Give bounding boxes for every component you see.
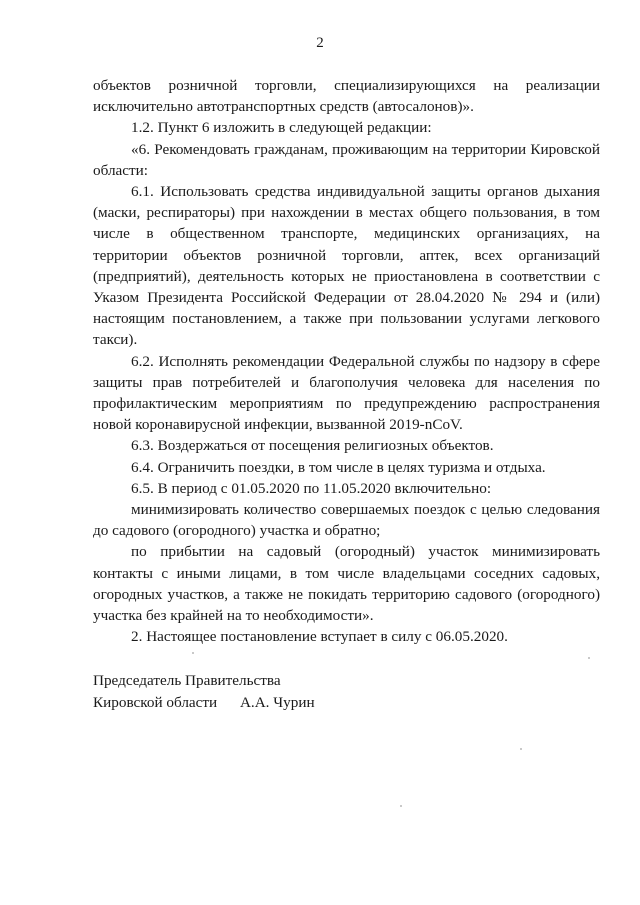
paragraph-6-5-item-2: по прибытии на садовый (огородный) участок минимизировать контакты с иными лицами, в том числе владельцами соседних садовых, огородных участков, а также не покидать территорию садового (огородного) участка без крайней на то необходимости». [93, 543, 600, 625]
paragraph-6: «6. Рекомендовать гражданам, проживающим на территории Кировской области: [93, 140, 600, 179]
scan-speck [192, 652, 194, 654]
paragraph-2: 2. Настоящее постановление вступает в силу с 06.05.2020. [131, 628, 508, 646]
scan-speck [588, 657, 590, 659]
scan-speck [400, 805, 402, 807]
paragraph-6-2: 6.2. Исполнять рекомендации Федеральной службы по надзору в сфере защиты прав потребителей и благополучия человека для населения по профилактическим мероприятиям по предупреждению распространения новой коронавирусной инфекции, вызванной 2019-nCoV. [93, 352, 600, 434]
scan-speck [520, 748, 522, 750]
paragraph-1-2: 1.2. Пункт 6 изложить в следующей редакции: [131, 119, 432, 137]
paragraph-6-4: 6.4. Ограничить поездки, в том числе в целях туризма и отдыха. [131, 458, 546, 476]
document-body [93, 75, 600, 647]
paragraph-6-5-item-1: минимизировать количество совершаемых поездок с целью следования до садового (огородного) участка и обратно; [93, 501, 600, 540]
paragraph-6-1: 6.1. Использовать средства индивидуальной защиты органов дыхания (маски, респираторы) при нахождении в местах общего пользования, в том числе в общественном транспорте, медицинских организациях, на территории объектов розничной торговли, аптек, всех организаций (предприятий), деятельность которых не приостановлена в соответствии с Указом Президента Российской Федерации от 28.04.2020 № 294 и (или) настоящим постановлением, а также при пользовании услугами легкового такси). [93, 183, 600, 349]
signature-block [93, 670, 315, 713]
signatory-region: Кировской области [93, 693, 218, 711]
paragraph-6-5: 6.5. В период с 01.05.2020 по 11.05.2020 включительно: [131, 479, 492, 497]
paragraph-continuation: объектов розничной торговли, специализирующихся на реализации исключительно автотранспортных средств (автосалонов)». [93, 77, 600, 116]
signatory-name: А.А. Чурин [239, 693, 315, 711]
signatory-line [93, 692, 315, 714]
paragraph-6-3: 6.3. Воздержаться от посещения религиозных объектов. [131, 437, 494, 455]
page-number: 2 [316, 35, 324, 51]
signatory-position: Председатель Правительства [93, 672, 281, 689]
